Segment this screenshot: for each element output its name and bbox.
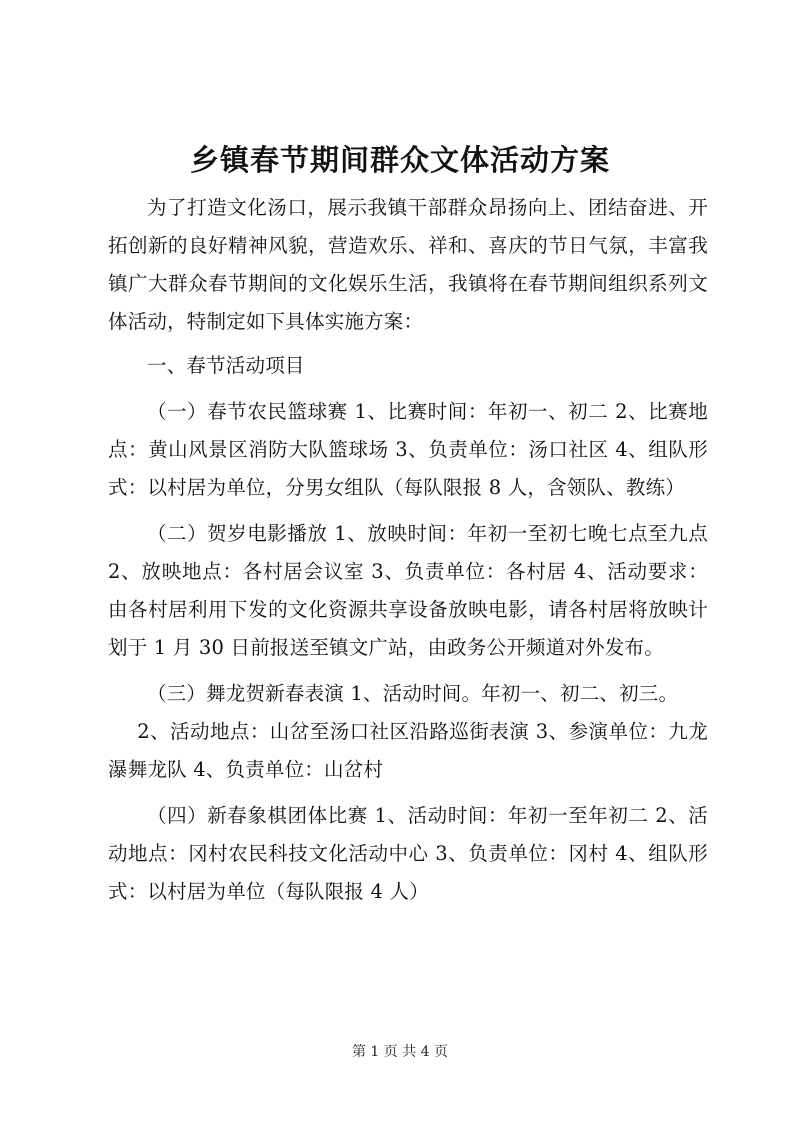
document-body [108, 189, 708, 911]
document-title: 乡镇春节期间群众文体活动方案 [189, 143, 610, 177]
section-heading: 一、春节活动项目 [147, 354, 305, 377]
page-footer: 第 1 页 共 4 页 [351, 1044, 449, 1060]
activity-item-chess: （四）新春象棋团体比赛 1、活动时间：年初一至年初二 2、活动地点：冈村农民科技文化活动中心 3、负责单位：冈村 4、组队形式：以村居为单位（每队限报 4 人） [108, 804, 708, 903]
intro-paragraph: 为了打造文化汤口，展示我镇干部群众昂扬向上、团结奋进、开拓创新的良好精神风貌，营造欢乐、祥和、喜庆的节日气氛，丰富我镇广大群众春节期间的文化娱乐生活，我镇将在春节期间组织系列文体活动，特制定如下具体实施方案： [108, 196, 708, 333]
activity-item-dragon-dance: （三）舞龙贺新春表演 1、活动时间。年初一、初二、初三。 [147, 682, 679, 705]
activity-item-basketball: （一）春节农民篮球赛 1、比赛时间：年初一、初二 2、比赛地点：黄山风景区消防大队篮球场 3、负责单位：汤口社区 4、组队形式：以村居为单位，分男女组队（每队限报 8 人，含领队、教练） [108, 400, 708, 499]
activity-item-dragon-dance-details: 2、活动地点：山岔至汤口社区沿路巡街表演 3、参演单位：九龙瀑舞龙队 4、负责单位：山岔村 [108, 720, 708, 781]
activity-item-movie: （二）贺岁电影播放 1、放映时间：年初一至初七晚七点至九点 2、放映地点：各村居会议室 3、负责单位：各村居 4、活动要求：由各村居利用下发的文化资源共享设备放映电影，请各村居将放映计划于 1 月 30 日前报送至镇文广站，由政务公开频道对外发布。 [108, 522, 708, 659]
